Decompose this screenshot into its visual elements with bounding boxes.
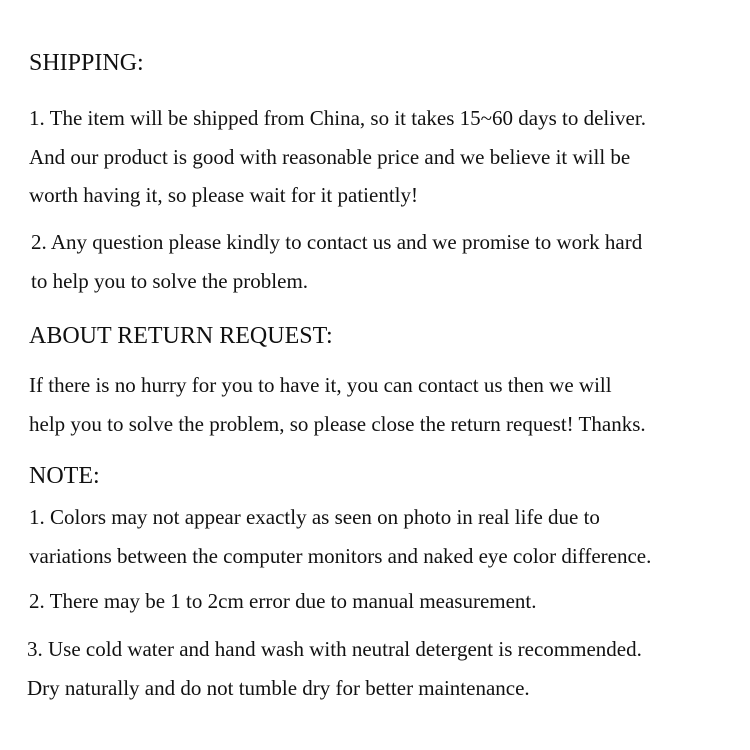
shipping-item1-line3: worth having it, so please wait for it patiently! [29,183,418,207]
note-heading: NOTE: [29,463,100,489]
return-request-line2: help you to solve the problem, so please close the return request! Thanks. [29,412,646,436]
note-item3-line2: Dry naturally and do not tumble dry for better maintenance. [27,676,530,700]
note-item2-line1: 2. There may be 1 to 2cm error due to manual measurement. [29,589,537,613]
note-item1-line1: 1. Colors may not appear exactly as seen on photo in real life due to [29,505,600,529]
shipping-heading: SHIPPING: [29,50,144,76]
shipping-item1-line1: 1. The item will be shipped from China, so it takes 15~60 days to deliver. [29,106,646,130]
shipping-item2-line1: 2. Any question please kindly to contact us and we promise to work hard [31,230,643,254]
return-request-heading: ABOUT RETURN REQUEST: [29,323,333,349]
note-item3-line1: 3. Use cold water and hand wash with neutral detergent is recommended. [27,637,642,661]
note-item1-line2: variations between the computer monitors and naked eye color difference. [29,544,652,568]
shipping-item1-line2: And our product is good with reasonable price and we believe it will be [29,145,631,169]
return-request-line1: If there is no hurry for you to have it, you can contact us then we will [29,373,612,397]
shipping-item2-line2: to help you to solve the problem. [31,269,309,293]
